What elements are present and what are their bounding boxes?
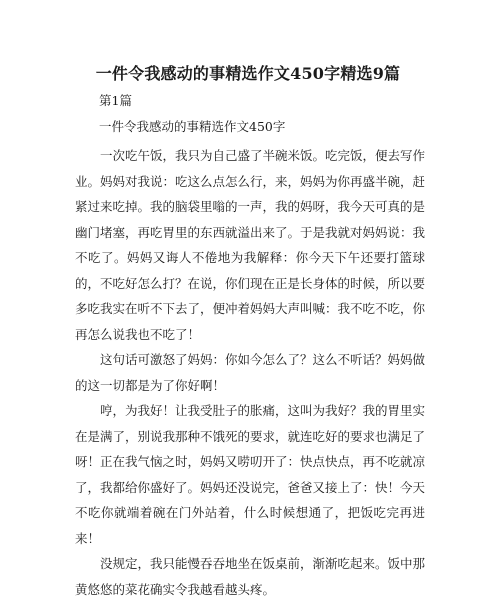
article-subtitle: 一件令我感动的事精选作文450字: [99, 119, 286, 134]
paragraph-2: 这句话可激怒了妈妈：你如今怎么了？这么不听话？妈妈做的这一切都是为了你好啊！: [75, 352, 426, 393]
paragraph-3: 哼，为我好！让我受肚子的胀痛，这叫为我好？我的胃里实在是满了，别说我那种不饿死的要求，就连吃好的要求也满足了呀！正在我气恼之时，妈妈又唠叨开了：快点快点，再不吃就凉了，我都给你盛好了。妈妈还没说完，爸爸又接上了：快！今天不吃你就端着碗在门外站着，什么时候想通了，把饭吃完再进来！: [75, 403, 426, 546]
paragraph-1: 一次吃午饭，我只为自己盛了半碗米饭。吃完饭，便去写作业。妈妈对我说：吃这么点怎么行，来，妈妈为你再盛半碗，赶紧过来吃掉。我的脑袋里嗡的一声，我的妈呀，我今天可真的是幽门堵塞，再吃胃里的东西就溢出来了。于是我就对妈妈说：我不吃了。妈妈又诲人不倦地为我解释：你今天下午还要打篮球的，不吃好怎么打？在说，你们现在正是长身体的时候，所以要多吃我实在听不下去了，便冲着妈妈大声叫喊：我不吃不吃，你再怎么说我也不吃了！: [75, 148, 426, 342]
paragraph-4: 没规定，我只能慢吞吞地坐在饭桌前，渐渐吃起来。饭中那黄悠悠的菜花确实令我越看越头疼。: [75, 556, 426, 597]
article-body: [75, 143, 425, 602]
document-title: 一件令我感动的事精选作文450字精选9篇: [95, 64, 401, 83]
section-label: 第1篇: [99, 93, 132, 108]
